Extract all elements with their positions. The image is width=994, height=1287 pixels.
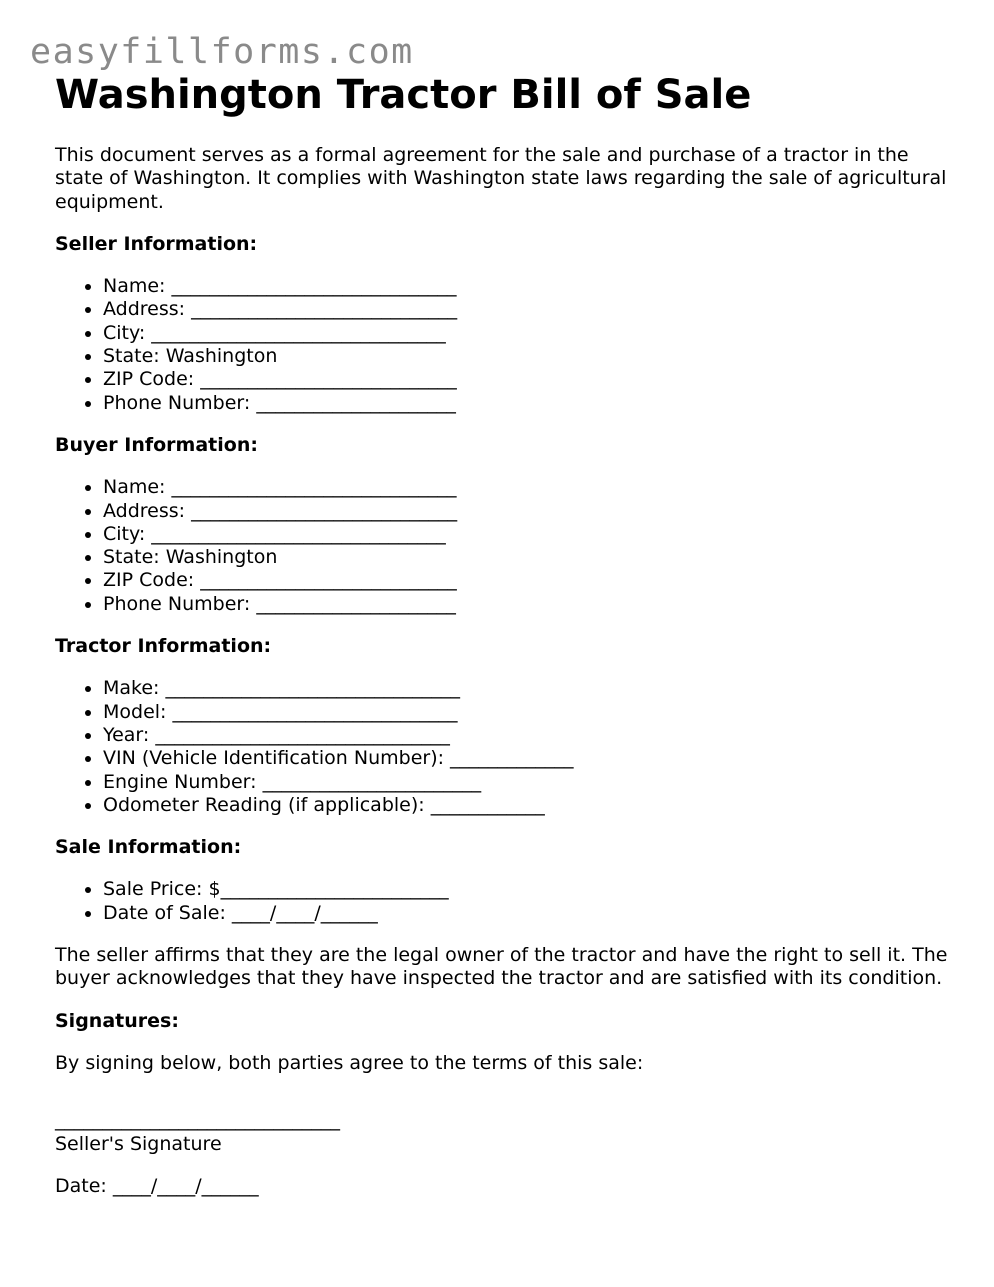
document-body (55, 72, 955, 1198)
page-title: Washington Tractor Bill of Sale (55, 72, 752, 118)
seller-name-field: • Name: ______________________________ (103, 275, 955, 298)
tractor-model-field: • Model: ______________________________ (103, 701, 955, 724)
tractor-vin-field: • VIN (Vehicle Identification Number): _____________ (103, 747, 955, 770)
buyer-state-field: • State: Washington (103, 546, 955, 569)
buyer-heading: Buyer Information: (55, 433, 258, 456)
seller-state-field: • State: Washington (103, 345, 955, 368)
sale-list (55, 878, 955, 925)
seller-signature-label: Seller's Signature (55, 1132, 222, 1155)
buyer-city-field: • City: _______________________________ (103, 523, 955, 546)
buyer-list (55, 476, 955, 616)
seller-phone-field: • Phone Number: _____________________ (103, 392, 955, 415)
seller-signature-line: ______________________________ (55, 1109, 340, 1132)
signatures-statement: By signing below, both parties agree to the terms of this sale: (55, 1051, 644, 1074)
tractor-heading: Tractor Information: (55, 635, 272, 658)
intro-paragraph: This document serves as a formal agreement for the sale and purchase of a tractor in the state of Washington. It complies with Washington state laws regarding the sale of agricultural equipment. (55, 144, 947, 213)
seller-zip-field: • ZIP Code: ___________________________ (103, 368, 955, 391)
affirmation-paragraph: The seller affirms that they are the legal owner of the tractor and have the right to sell it. The buyer acknowledges that they have inspected the tractor and are satisfied with its condition. (55, 944, 948, 990)
tractor-engine-field: • Engine Number: _______________________ (103, 771, 955, 794)
tractor-list (55, 677, 955, 817)
buyer-zip-field: • ZIP Code: ___________________________ (103, 569, 955, 592)
seller-city-field: • City: _______________________________ (103, 322, 955, 345)
tractor-make-field: • Make: _______________________________ (103, 677, 955, 700)
tractor-year-field: • Year: _______________________________ (103, 724, 955, 747)
signatures-heading: Signatures: (55, 1009, 179, 1032)
sale-date-field: • Date of Sale: ____/____/______ (103, 902, 955, 925)
buyer-address-field: • Address: ____________________________ (103, 500, 955, 523)
sale-price-field: • Sale Price: $________________________ (103, 878, 955, 901)
seller-signature-block (55, 1109, 955, 1156)
buyer-name-field: • Name: ______________________________ (103, 476, 955, 499)
signature-date-line: Date: ____/____/______ (55, 1174, 259, 1197)
watermark: easyfillforms.com (30, 32, 414, 72)
seller-address-field: • Address: ____________________________ (103, 298, 955, 321)
seller-list (55, 275, 955, 415)
sale-heading: Sale Information: (55, 836, 242, 859)
seller-heading: Seller Information: (55, 232, 258, 255)
buyer-phone-field: • Phone Number: _____________________ (103, 593, 955, 616)
tractor-odometer-field: • Odometer Reading (if applicable): ____________ (103, 794, 955, 817)
